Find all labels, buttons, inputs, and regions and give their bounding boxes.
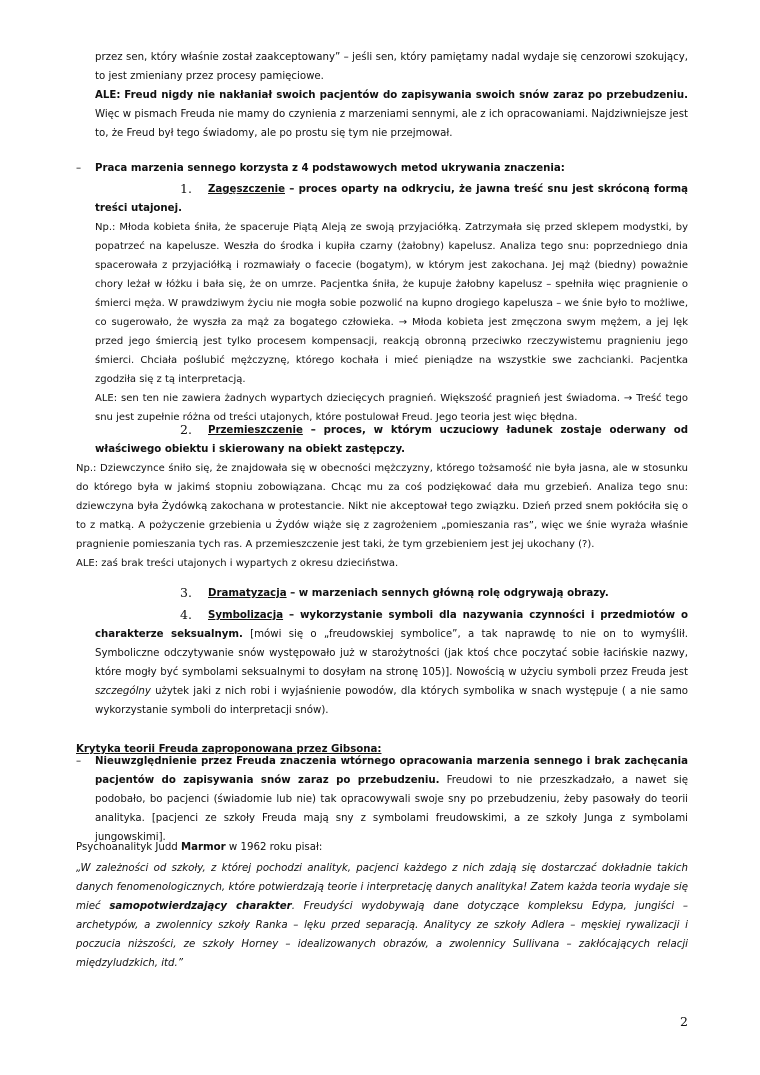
item-zageszczenie: Zagęszczenie – proces oparty na odkryciu, że jawna treść snu jest skróconą formą treści utajonej. bbox=[95, 184, 688, 214]
item-number: 3. bbox=[180, 585, 192, 600]
term-dramatyzacja: Dramatyzacja bbox=[208, 588, 287, 599]
example-zageszczenie: Np.: Młoda kobieta śniła, że spaceruje Piątą Aleją ze swoją przyjaciółką. Zatrzymała się przed sklepem modystki, by popatrzeć na kapelusze. Weszła do środka i kupiła czarny (żałobny) kapelusz. Analiza tego snu: poprzedniego dnia spacerowała z przyjaciółką i rozmawiały o facecie (bogatym), w którym jest zakochana. Jej mąż (biedny) poważnie chory leżał w łóżku i bała się, że on umrze. Pacjentka śniła, że kupuje żałobny kapelusz – spełniła więc pragnienie o śmierci męża. W prawdziwym życiu nie mogła sobie pozwolić na kupno drogiego kapelusza – we śnie było to możliwe, co sugerowało, że wyszła za mąż za bogatego człowieka. → Młoda kobieta jest zmęczona swym mężem, a jej lęk przed jego śmiercią jest tylko procesem kompensacji, reakcją obronną przeciwko rzeczywistemu pragnieniu jego śmierci. Chciała poślubić mężczyznę, którego kochała i mieć pieniądze na wszystkie swe zachcianki. Pacjentka zgodziła się z tą interpretacją. ALE: sen ten nie zawiera żadnych wypartych dziecięcych pragnień. Większość pragnień jest świadoma. → Treść tego snu jest zupełnie różna od treści utajonych, które postulował Freud. Jego teoria jest więc błędna. bbox=[95, 222, 689, 423]
term-symbolizacja: Symbolizacja bbox=[208, 610, 284, 621]
page-number: 2 bbox=[680, 1014, 688, 1029]
item-number: 4. bbox=[180, 607, 192, 622]
arrow-icon: → bbox=[623, 393, 633, 404]
arrow-icon: → bbox=[398, 317, 408, 328]
item-number: 2. bbox=[180, 422, 192, 437]
example-przemieszczenie: Np.: Dziewczynce śniło się, że znajdowała się w obecności mężczyzny, którego tożsamość nie była jasna, ale w stosunku do którego była w jakimś stopniu zobowiązana. Chcąc mu za coś podziękować dała mu grzebień. Analiza tego snu: dziewczyna była Żydówką zakochana w protestancie. Nikt nie akceptował tego związku. Dzień przed snem pokłóciła się o to z matką. A pożyczenie grzebienia u Żydów wiąże się z zagrożeniem „pomieszania ras”, więc we śnie wyraża właśnie pragnienie pomieszania tych ras. A przemieszczenie jest taki, że tym grzebieniem jest jej ukochany (?). ALE: zaś brak treści utajonych i wypartych z okresu dzieciństwa. bbox=[76, 463, 688, 569]
critique-title: Krytyka teorii Freuda zaproponowana przez Gibsona: bbox=[76, 744, 382, 756]
item-przemieszczenie: Przemieszczenie – proces, w którym uczuciowy ładunek zostaje oderwany od właściwego obiektu i skierowany na obiekt zastępczy. bbox=[95, 425, 688, 455]
critique-point: Nieuwzględnienie przez Freuda znaczenia wtórnego opracowania marzenia sennego i brak zachęcania pacjentów do zapisywania snów zaraz po przebudzeniu. Freudowi to nie przeszkadzało, a nawet się podobało, bo pacjenci (świadomie lub nie) tak opracowywali swoje sny po przebudzeniu, żeby pasowały do teorii analityka. [pacjenci ze szkoły Freuda mają sny z symbolami freudowskimi, a ze szkoły Junga z symbolami jungowskimi]. bbox=[95, 756, 689, 843]
item-symbolizacja: Symbolizacja – wykorzystanie symboli dla nazywania czynności i przedmiotów o charakterze seksualnym. [mówi się o „freudowskiej symbolice”, a tak naprawdę to nie on to wymyślił. Symboliczne odczytywanie snów występowało już w starożytności (jak ktoś chce poczytać sobie łacińskie nazwy, które mogły być symbolami seksualnymi to dosyłam na stronę 105)]. Nowością w użyciu symboli przez Freuda jest szczególny użytek jaki z nich robi i wyjaśnienie powodów, dla których symbolika w snach występuje ( a nie samo wykorzystanie symboli do interpretacji snów). bbox=[95, 610, 688, 716]
section-heading: Praca marzenia sennego korzysta z 4 podstawowych metod ukrywania znaczenia: bbox=[95, 163, 565, 174]
marmor-quote: „W zależności od szkoły, z której pochodzi analityk, pacjenci każdego z nich zdają się dostarczać dokładnie takich danych fenomenologicznych, które potwierdzają teorie i interpretację danych analityka! Zatem każda teoria wydaje się mieć samopotwierdzający charakter. Freudyści wydobywają dane dotyczące kompleksu Edypa, jungiści – archetypów, a zwolennicy szkoły Ranka – lęku przed separacją. Analitycy ze szkoły Adlera – męskiej rywalizacji i poczucia niższości, ze szkoły Horney – idealizowanych obrazów, a zwolennicy Sullivana – zakłócających relacji międzyludzkich, itd.” bbox=[76, 863, 688, 969]
marmor-intro: Psychoanalityk Judd Marmor w 1962 roku pisał: bbox=[76, 842, 323, 853]
item-dramatyzacja: Dramatyzacja – w marzeniach sennych główną rolę odgrywają obrazy. bbox=[208, 588, 609, 599]
bullet-dash: – bbox=[76, 756, 82, 767]
bullet-dash: – bbox=[76, 163, 82, 174]
ale-label: ALE: bbox=[95, 90, 121, 101]
term-zageszczenie: Zagęszczenie bbox=[208, 184, 285, 195]
term-przemieszczenie: Przemieszczenie bbox=[208, 425, 303, 436]
intro-paragraph: przez sen, który właśnie został zaakceptowany” – jeśli sen, który pamiętamy nadal wydaje się cenzorowi szokujący, to jest zmieniany przez procesy pamięciowe. ALE: Freud nigdy nie nakłaniał swoich pacjentów do zapisywania swoich snów zaraz po przebudzeniu. Więc w pismach Freuda nie mamy do czynienia z marzeniami sennymi, ale z ich opracowaniami. Najdziwniejsze jest to, że Freud był tego świadomy, ale po prostu się tym nie przejmował. bbox=[95, 52, 689, 139]
item-number: 1. bbox=[180, 181, 192, 196]
